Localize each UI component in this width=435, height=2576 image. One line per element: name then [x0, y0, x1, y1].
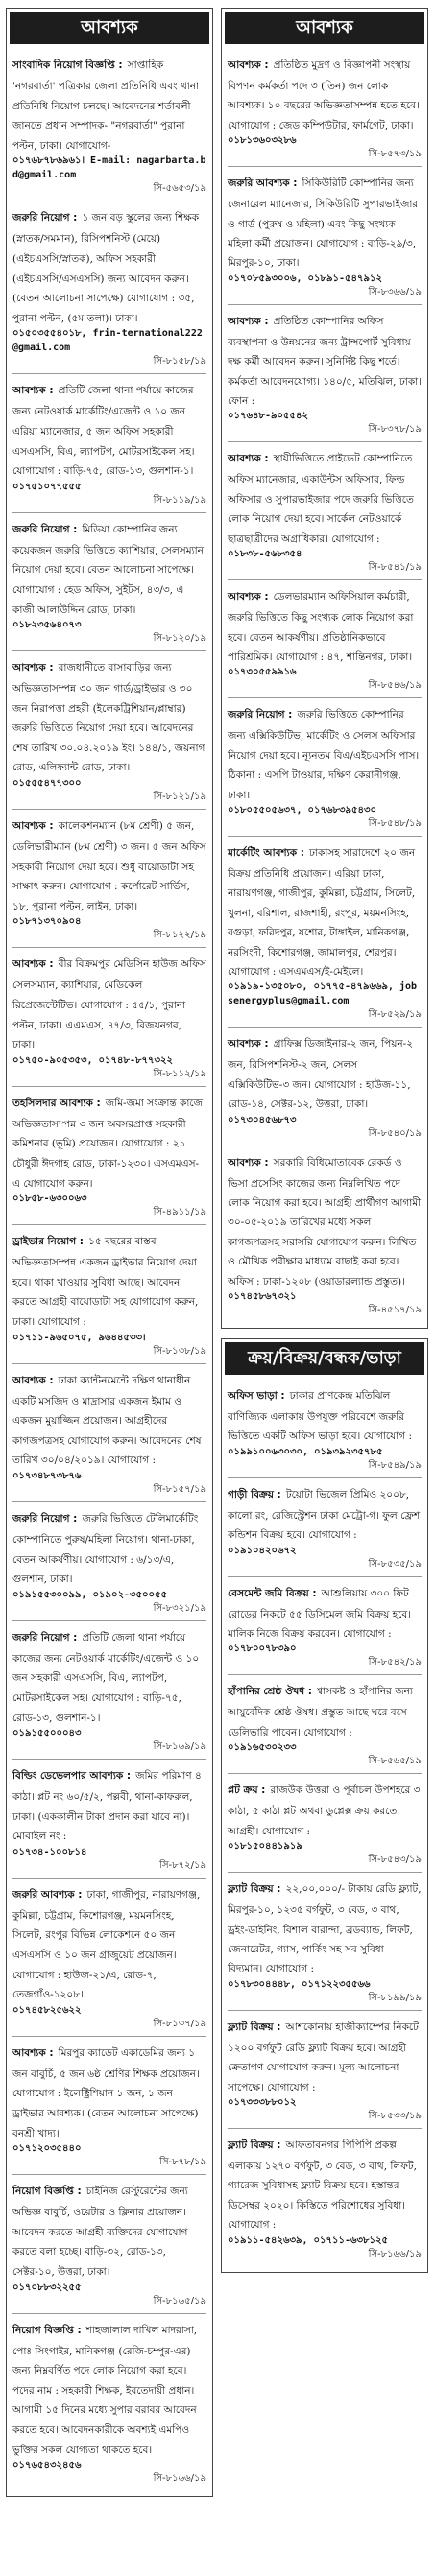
ad-contact: ০১৮১৩৬০৩২৮৬ [228, 135, 297, 147]
ad-text [12, 379, 206, 479]
ad-reference-code: সি-৮৫৩৩/১৯ [368, 2110, 422, 2121]
ad-reference-code: সি-৮৫৭৩/১৯ [368, 149, 422, 160]
ad-contact: ০১৫০৩৫৫৪০১৮, frin-ternational222@gmail.com [12, 328, 203, 354]
ad-body: জমির পরিমাণ ৪ কাঠা। প্লট নং ৬০/৫/২, পল্লবী, থানা-কাফরুল, ঢাকা। (এককালীন টাকা প্রদান করা যাবে না)। মোবাইল নং : [12, 1770, 202, 1843]
ad-title: আবশ্যক : [12, 1374, 54, 1386]
ad-title: ফ্ল্যাট বিক্রয় : [228, 1883, 281, 1896]
right-column [221, 8, 428, 2568]
ad-body: সরকারি বিধিমোতাবেক রেকর্ড ও ভিসা প্রসেসিং কাজের জন্য নিম্নলিখিত পদে লোক নিয়োগ করা হবে। আগ্রহী প্রার্থীগণ আগামী ৩০-০৫-২০১৯ তারিখের মধ্যে সকল কাগজপত্রসহ সরাসরি যোগাযোগ করুন। লিখিত ও মৌখিক পরীক্ষার মাধ্যমে বাছাই করা হবে। অফিস : ঢাকা-১২০৮ (ওয়াডারল্যান্ড প্রস্তুত)। [228, 1156, 422, 1288]
ad-text [228, 172, 422, 272]
right-classified-section [221, 8, 428, 1329]
ad-title: জরুরি আবশ্যক : [12, 1888, 83, 1901]
ad-reference-code: সি-৮৫৪৮/১৯ [368, 817, 422, 829]
ad-contact: ০১৭৩৩৩৮৮০১২ [228, 2096, 297, 2108]
ad-reference-code: সি-৮৫৪৯/১৯ [368, 1459, 422, 1471]
classified-ad [12, 1760, 206, 1879]
ad-title: জরুরি আবশ্যক : [228, 177, 298, 190]
classified-ad [12, 948, 206, 1086]
ad-body: সিকিউরিটি কোম্পানির জন্য জেনারেল ম্যানেজার, সিকিউরিটি সুপারভাইজার ও গার্ড (পুরুষ ও মহিলা) এবং কিছু সংখ্যক মহিলা কর্মী প্রয়োজন। যোগাযোগ : বাড়ি-২৯/৩, মিরপুর-১০, ঢাকা। [228, 177, 419, 270]
ad-contact: ০১৯১৯-১৩৫০৮০, ০১৭৭৫-৪৭৯৬৬৯, jobsenergyplus@gmail.com [228, 981, 418, 1007]
ad-title: নিয়োগ বিজ্ঞপ্তি : [12, 2186, 82, 2198]
ad-text [12, 2319, 206, 2459]
classified-ad [12, 1621, 206, 1760]
ad-body: প্রতিষ্ঠিত মুদ্রণ ও বিজ্ঞাপনী সংস্থায় বিপণন কর্মকর্তা পদে ৩ (তিন) জন লোক আবশ্যক। ১০ বছরের অভিজ্ঞতাসম্পন্ন হতে হবে। যোগাযোগ : জেড কম্পিউটার, ফার্মগেট, ঢাকা। [228, 59, 420, 131]
ad-reference-code: সি-৮১৬৫/১৯ [153, 2295, 206, 2306]
ad-title: আবশ্যক : [12, 820, 54, 833]
ad-contact: ০১৭০৮৮৩২২৫৫ [12, 2281, 82, 2293]
ad-title: আবশ্যক : [228, 1156, 269, 1169]
ad-title: আবশ্যক : [12, 662, 54, 674]
ad-contact: ০১৮১৫০৪৪১৯১৯ [228, 1841, 302, 1853]
ad-contact: ০১৭৪৫৮৬৭৩২১ [228, 1291, 297, 1303]
ad-contact: ০১৭৩০৫৫৯৯১৬ [228, 667, 297, 678]
ad-reference-code: সি-৮১২২/১৯ [153, 930, 206, 941]
ad-text [228, 310, 422, 410]
ad-reference-code: সি-৮৫৪০/১৯ [368, 1127, 422, 1139]
left-classified-section [6, 8, 213, 2497]
classified-ad [228, 837, 422, 1028]
ad-contact: ০১৭৬৫৪৩২৪৫৬ [12, 2460, 82, 2471]
ad-body: স্থায়ীভিত্তিতে প্রাইভেট কোম্পানিতে অফিস ম্যানেজার, একাউন্টস অফিসার, ফিল্ড অফিসার ও সুপারভাইজার পদে জরুরি ভিত্তিতে লোক নিয়োগ দেয়া হবে। সার্কেল নেটওয়ার্কে ছাত্রছাত্রীদের অগ্রাধিকার। যোগাযোগ : [228, 453, 414, 545]
ad-text [12, 54, 206, 154]
ad-body: ২২,০০,০০০/- টাকায় রেডি ফ্ল্যাট, মিরপুর-১০, ১২৩৫ বর্গফুট, ৩ বেড, ৩ বাথ, ড্রইং-ডাইনিং, বিশাল বারান্দা, ব্রডব্যান্ড, লিফট, জেনারেটর, গ্যাস, পার্কিং সহ সব সুবিধা বিদ্যমান। যোগাযোগ : [228, 1883, 422, 1975]
ad-reference-code: সি-৮১২১/১৯ [153, 792, 206, 803]
ad-text [12, 1626, 206, 1726]
classified-ad [12, 2037, 206, 2175]
ad-reference-code: সি-৮৫৪৩/১৯ [368, 1855, 422, 1866]
ad-title: ড্রাইভার নিয়োগ : [12, 1236, 84, 1248]
ad-body: প্রতিষ্ঠিত কোম্পানির অফিস ব্যবস্থাপনা ও উন্নয়নের জন্য ট্রান্সপোর্ট সুবিধায় দক্ষ কর্মী আবেদন করুন। সুনির্দিষ্ট কিছু শর্তে। কর্মকর্তা আবেদনযোগ্য। ১৪০/৫, মতিঝিল, ঢাকা। ফোন : [228, 315, 422, 408]
ad-contact: ০১৭৮৩০৪৪৪৮, ০১৭১২২৩৫৫৬৬ [228, 1978, 371, 1990]
ad-title: গাড়ী বিক্রয় : [228, 1488, 281, 1501]
section-header-buy-sell: ক্রয়/বিক্রয়/বন্ধক/ভাড়া [225, 1342, 424, 1375]
ad-contact: ০১৭৩৪৮৭৩৮৭৬ [12, 1470, 82, 1481]
ad-list [222, 47, 427, 1328]
ad-text [228, 841, 422, 980]
ad-contact: ০১৯১৬৫৩০২৩৩ [228, 1742, 297, 1754]
ad-text [12, 518, 206, 618]
ad-title: জরুরি নিয়োগ : [12, 523, 78, 535]
section-header-wanted: আবশ্যক [10, 12, 209, 44]
ad-body: মিডিয়া কোম্পানির জন্য কয়েকজন জরুরি ভিত্তিতে ক্যাশিয়ার, সেলসম্যান নিয়োগ দেয়া হবে। বেতন আলোচনা সাপেক্ষে। যোগাযোগ : হেড অফিস, সুইটস, ৪৩/৩, এ কাজী আলাউদ্দিন রোড, ঢাকা। [12, 523, 204, 616]
ad-reference-code: সি-৮৩২১/১৯ [153, 1602, 206, 1614]
ad-body: ঢাকা, গাজীপুর, নারায়ণগঞ্জ, কুমিল্লা, চট্টগ্রাম, কিশোরগঞ্জ, ময়মনসিংহ, সিলেট, রংপুর বিভিন্ন লোকেশনে ৫০ জন এসএসসি ও ১০ জন গ্রাজুয়েট প্রয়োজন। যোগাযোগ : হাউজ-২১/এ, রোড-৭, তেজগাঁও-১২০৮। [12, 1888, 201, 2001]
ad-contact: ০১৮৩৮-৫৬৮৩৫৪ [228, 549, 302, 560]
ad-contact: ০১৭৮০০৭৮৩৯০ [228, 1643, 297, 1655]
ad-title: হাঁপানির শ্রেষ্ঠ ঔষধ : [228, 1686, 312, 1698]
ad-text [12, 206, 206, 326]
ad-title: প্লট ক্রয় : [228, 1784, 266, 1797]
ad-text [12, 953, 206, 1052]
ad-title: জরুরি নিয়োগ : [12, 212, 78, 225]
ad-body: ডেলভারম্যান অফিসিয়াল কর্মচারী, জরুরি ভিত্তিতে কিছু সংখ্যক লোক নিয়োগ করা হবে। বেতন আকর্ষণীয়। প্রতিষ্ঠানিকভাবে পারিশ্রমিক। যোগাযোগ : ৪৭, শান্তিনগর, ঢাকা। [228, 591, 414, 663]
ad-reference-code: সি-৮১৩৭/১৯ [153, 2018, 206, 2029]
ad-body: ঢাকা ক্যান্টনমেন্টে দক্ষিণ থানাধীন একটি মসজিদ ও মাদ্রাসার একজন ইমাম ও একজন মুয়াজ্জিন প্রয়োজন। আগ্রহীদের কাগজপত্রসহ যোগাযোগ করুন। আবেদনের শেষ তারিখ ৩০/০৪/২০১৯। যোগাযোগ : [12, 1374, 202, 1467]
ad-body: প্রতিটি জেলা থানা পর্যায়ে কাজের জন্য নেটওয়ার্ক মার্কেটিং/এজেন্ট ও ১০ জন সহকারী এসএসসি, বিএ, ল্যাপটপ, মোটরসাইকেল সহ। যোগাযোগ : বাড়ি-৭৫, রোড-১৩, গুলশান-১। [12, 1631, 200, 1724]
ad-list [7, 47, 212, 2496]
classified-ad [228, 698, 422, 837]
classified-ad [12, 374, 206, 512]
ad-text [228, 1680, 422, 1740]
ad-reference-code: সি-৪৯১১/১৯ [153, 1207, 206, 1218]
ad-text [228, 1032, 422, 1112]
ad-body: ঢাকার প্রাণকেন্দ্র মতিঝিল বাণিজ্যিক এলাকায় উপযুক্ত পরিবেশে জরুরি ভিত্তিতে একটি অফিস ভাড়া হবে। যোগাযোগ : [228, 1390, 412, 1443]
ad-body: আশকোনায় হাজীক্যাম্পের নিকটে ১২০০ বর্গফুট রেডি ফ্ল্যাট বিক্রয় হবে। আগ্রহী ক্রেতাগণ যোগাযোগ করুন। মূল্য আলোচনা সাপেক্ষে। যোগাযোগ : [228, 2021, 419, 2093]
ad-contact: ০১৭১১-৯৬৫০৭৫, ৯৬৪৪৫৩৩। [12, 1332, 146, 1343]
ad-text [12, 656, 206, 776]
ad-title: বিল্ডিং ডেভেলপার আবশ্যক : [12, 1770, 132, 1783]
ad-list [222, 1378, 427, 2272]
ad-title: বেসমেন্ট জমি বিক্রয় : [228, 1587, 317, 1599]
classified-ad [228, 580, 422, 698]
ad-body: মিরপুর ক্যাডেট একাডেমির জন্য ১ জন বাবুর্চি, ৫ জন ৬ষ্ঠ শ্রেণির শিক্ষক প্রয়োজন। যোগাযোগ : ইলেক্ট্রিশিয়ান ১ জন, ১ জন ড্রাইভার আবশ্যক। (বেতন আলোচনা সাপেক্ষে) বনশ্রী খাদ্য। [12, 2046, 200, 2139]
classified-ad [12, 201, 206, 374]
ad-title: নিয়োগ বিজ্ঞপ্তি : [12, 2324, 82, 2336]
ad-contact: ০১৭৩০৪৫৬৮৭৩ [228, 1114, 297, 1125]
classified-ad [12, 651, 206, 810]
ad-reference-code: সি-৮১৫৮/১৯ [153, 356, 206, 367]
ad-text [228, 2134, 422, 2233]
classified-ad [228, 1028, 422, 1146]
ad-contact: ০১৯১১-৫৪২৬৩৯, ০১৭১১-৬৩৮১২৫ [228, 2234, 388, 2246]
classified-ad [12, 1364, 206, 1502]
ad-contact: ০১৯১৫৫৩০০৯৯, ০১৯০২-৩৫০০৫৫ [12, 1589, 167, 1600]
ad-body: রাজধানীতে বাসাবাড়ির জন্য অভিজ্ঞতাসম্পন্ন ৩০ জন গার্ড/ড্রাইভার ও ৩০ জন নিরাপত্তা প্রহরী (ইলেকট্রিশিয়ান/প্লাম্বার) জরুরি ভিত্তিতে নিয়োগ দেয়া হবে। আবেদনের শেষ তারিখ ৩০.০৪.২০১৯ ইং। ১৪৪/১, জয়নাগ রোড, এলিফ্যান্ট রোড, ঢাকা। [12, 662, 205, 774]
ad-reference-code: সি-৮৫২৯/১৯ [368, 1009, 422, 1021]
ad-reference-code: সি-৪৫১৭/১৯ [368, 1305, 422, 1316]
ad-contact: ০১৮৭১৩৭০৯০৪ [12, 916, 82, 928]
classified-ad [12, 49, 206, 201]
ad-body: কালেকশনম্যান (৮ম শ্রেণী) ৫ জন, ডেলিভারীম্যান (৮ম শ্রেণী) ৩ জন। ৫ জন অফিস সহকারী নিয়োগ দেয়া হবে। শুধু বায়োডাটা সহ সাক্ষাৎ করুন। যোগাযোগ : কর্পোরেট সার্ভিস, ১৮, পুরানা পল্টন, লাইন, ঢাকা। [12, 820, 206, 912]
ad-body: ১৫ বছরের বাস্তব অভিজ্ঞতাসম্পন্ন একজন ড্রাইভার নিয়োগ দেয়া হবে। থাকা খাওয়ার সুবিধা আছে। আবেদন করতে আগ্রহী বায়োডাটা সহ যোগাযোগ করুন, ঢাকা। যোগাযোগ : [12, 1236, 199, 1328]
ad-reference-code: সি-৮৫৪১/১৯ [368, 562, 422, 574]
classified-ad [228, 1577, 422, 1676]
classified-ad [228, 442, 422, 580]
ad-body: ঢাকাসহ সারাদেশে ২০ জন বিক্রয় প্রতিনিধি প্রয়োজন। এরিয়া ঢাকা, নারায়ণগঞ্জ, গাজীপুর, কুমিল্লা, চট্টগ্রাম, সিলেট, খুলনা, বরিশাল, রাজশাহী, রংপুর, ময়মনসিংহ, বগুড়া, ফরিদপুর, যশোর, টাঙ্গাইল, মানিকগঞ্জ, নরসিংদী, কিশোরগঞ্জ, জামালপুর, শেরপুর। যোগাযোগ : এসএমএস/ই-মেইলে। [228, 846, 416, 978]
ad-contact: ০১৯১০৪২০৬৭২ [228, 1545, 297, 1556]
ad-reference-code: সি-৮৫৬৫/১৯ [368, 1756, 422, 1767]
classified-ad [12, 2314, 206, 2492]
classified-ad [228, 2011, 422, 2129]
ad-reference-code: সি-৮৭২/১৯ [159, 1859, 206, 1871]
ad-text [12, 1764, 206, 1845]
ad-title: মার্কেটিং আবশ্যক : [228, 846, 304, 859]
ad-body: প্রতিটি জেলা থানা পর্যায়ে কাজের জন্য নেটওয়ার্ক মার্কেটিং/এজেন্ট ও ১০ জন এরিয়া ম্যানেজার, ৫ জন অফিস সহকারী এসএসসি, বিএ, ল্যাপটপ, মোটরসাইকেল সহ। যোগাযোগ : বাড়ি-৭৫, রোড-১৩, গুলশান-১। [12, 385, 195, 478]
ad-title: আবশ্যক : [12, 958, 54, 971]
ad-text [228, 2016, 422, 2095]
classified-ad [228, 1873, 422, 2011]
ad-contact: ০১৮২৩৫৬৪০৭৩ [12, 620, 82, 631]
ad-body: ১ জন বড় স্কুলের জন্য শিক্ষক (স্নাতক/সমমান), রিসিপশনিস্ট (মেয়ে) (এইচএসসি/স্নাতক), অফিস সহকারী (এইচএসসি/এসএসসি) জন্য আবেদন করুন। (বেতন আলোচনা সাপেক্ষে) যোগাযোগ : ৩৫, পুরানা পল্টন, (৫ম তলা)। ঢাকা। [12, 212, 200, 324]
ad-text [228, 703, 422, 803]
ad-body: সাপ্তাহিক 'নগরবার্তা' পত্রিকার জেলা প্রতিনিধি এবং থানা প্রতিনিধি নিয়োগ চলছে। আবেদনের শর্তাবলী জানতে প্রধান সম্পাদক- "নগরবার্তা" পুরানা পল্টন, ঢাকা। যোগাযোগ- [12, 59, 200, 152]
classified-ad [12, 810, 206, 948]
classified-ad [228, 167, 422, 305]
ad-body: জরুরি ভিত্তিতে কোম্পানির জন্য এক্সিকিউটিভ, মার্কেটিং ও সেলস অফিসার নিয়োগ দেয়া হবে। ন্যূনতম বিএ/এইচএসসি পাস। ঠিকানা : এসপি টাওয়ার, দক্ষিণ কেরানীগঞ্জ, ঢাকা। [228, 709, 420, 801]
ad-body: জমি-জমা সংক্রান্ত কাজে অভিজ্ঞতাসম্পন্ন ৩ জন অবসরপ্রাপ্ত সহকারী কমিশনার (ভূমি) প্রয়োজন। যোগাযোগ : ২১ চৌধুরী ঈদগাহ রোড, ঢাকা-১২৩০। এসএমএস-এ যোগাযোগ করুন। [12, 1097, 204, 1190]
ad-body: রাজউক উত্তরা ও পূর্বাচল উপশহরে ৩ কাঠা, ৫ কাঠা প্লট অথবা ডুপ্লেক্স ক্রয় করতে আগ্রহী। যোগাযোগ : [228, 1784, 421, 1837]
ad-text [12, 1092, 206, 1192]
ad-body: গ্রাফিক্স ডিজাইনার-২ জন, পিয়ন-২ জন, রিসিপশনিস্ট-২ জন, সেলস এক্সিকিউটিভ-৩ জন। যোগাযোগ : হাউজ-১১, রোড-১৪, সেক্টর-১২, উত্তরা, ঢাকা। [228, 1038, 414, 1111]
ad-text [228, 1878, 422, 1977]
ad-contact: ০১৭৬৮৭৮৬৯৬১। E-mail: nagarbarta.bd@gmail.com [12, 155, 206, 181]
classified-ad [12, 1225, 206, 1363]
ad-contact: ০১৭৪৫৮২৫৬২২ [12, 2004, 82, 2016]
ad-title: জরুরি নিয়োগ : [228, 709, 293, 721]
classified-ad [228, 1478, 422, 1577]
ad-title: জরুরি নিয়োগ : [12, 1512, 78, 1524]
ad-title: আবশ্যক : [228, 1038, 269, 1051]
ad-text [228, 1582, 422, 1642]
classified-ad [228, 1675, 422, 1774]
ad-reference-code: সি-৮৩৬৬/১৯ [368, 286, 422, 297]
ad-contact: ০১৫৫৫৪৭৭৩০০ [12, 778, 82, 790]
ad-reference-code: সি-৮১৬৬/১৯ [153, 2473, 206, 2485]
ad-contact: ০১৭৫০-৯০৫৩৫৩, ০১৭৪৮-৮৭৭৩২২ [12, 1054, 174, 1066]
ad-text [228, 1151, 422, 1289]
ad-contact: ০১৭৫১০৭৭৫৫৫ [12, 481, 82, 492]
ad-title: আবশ্যক : [12, 385, 54, 397]
ad-title: আবশ্যক : [228, 315, 269, 327]
ad-body: আফতাবনগর পিপিপি প্রকল্প এলাকায় ১২৭০ বর্গফুট, ৩ বেড, ৩ বাথ, লিফট, গ্যারেজ সুবিধাসহ ফ্ল্যাট বিক্রয় হবে। হস্তান্তর ডিসেম্বর ২০২০। কিস্তিতে পরিশোধের সুবিধা। যোগাযোগ : [228, 2139, 417, 2232]
ad-contact: ০১৯১৫৫০০০৪৩ [12, 1728, 82, 1739]
classified-ad [12, 1879, 206, 2037]
classified-ad [228, 49, 422, 167]
ad-title: আবশ্যক : [228, 591, 269, 603]
ad-text [12, 1230, 206, 1330]
left-column [6, 8, 213, 2568]
classified-ad [12, 513, 206, 651]
ad-reference-code: সি-৮১৩৮/১৯ [153, 1345, 206, 1357]
ad-contact: ০১৮৫৮-৬৩০০৬৩ [12, 1193, 87, 1205]
ad-contact: ০১৭১২০৩৫৪৪০ [12, 2143, 82, 2155]
ad-title: তহসিলদার আবশ্যক : [12, 1097, 101, 1109]
classified-ad [228, 2129, 422, 2266]
ad-reference-code: সি-৮৩৭৮/১৯ [368, 424, 422, 436]
ad-title: অফিস ভাড়া : [228, 1390, 285, 1403]
ad-text [228, 1779, 422, 1839]
ad-text [228, 585, 422, 665]
classified-ad [228, 1380, 422, 1478]
ad-body: চাইনিজ রেস্টুরেন্টের জন্য অভিজ্ঞ বাবুর্চি, ওয়েটার ও ক্লিনার প্রয়োজন। আবেদন করতে আগ্রহী ব্যক্তিদের যোগাযোগ করতে বলা হচ্ছে। বাড়ি-৩২, রোড-১৩, সেক্টর-১০, উত্তরা, ঢাকা। [12, 2186, 188, 2278]
ad-title: ফ্ল্যাট বিক্রয় : [228, 2139, 281, 2151]
ad-reference-code: সি-৮১৯৯/১৯ [368, 1992, 422, 2003]
ad-text [12, 1507, 206, 1588]
ad-text [12, 2042, 206, 2141]
ad-reference-code: সি-৮৭৮/১৯ [159, 2157, 206, 2168]
ad-title: আবশ্যক : [12, 2046, 54, 2059]
ad-body: আশুলিয়ায় ৩০০ ফিট রোডের নিকটে ৫৫ ডিসিমেল জমি বিক্রয় হবে। মালিক নিজে বিক্রয় করবেন। যোগাযোগ : [228, 1587, 411, 1641]
ad-text [12, 1369, 206, 1469]
classified-ad [228, 305, 422, 443]
ad-body: জরুরি ভিত্তিতে টেলিমার্কেটিং কোম্পানিতে পুরুষ/মহিলা নিয়োগ। থানা-ঢাকা, বেতন আকর্ষণীয়। যোগাযোগ : ৬/১৩/এ, গুলশান, ঢাকা। [12, 1512, 199, 1586]
ad-reference-code: সি-৮৫৪৬/১৯ [368, 680, 422, 692]
ad-reference-code: সি-৮১৫৭/১৯ [153, 1483, 206, 1495]
ad-reference-code: সি-৮১২০/১৯ [153, 633, 206, 645]
ad-text [12, 2180, 206, 2280]
ad-contact: ০১৭৩৪-১০০৮১৪ [12, 1846, 87, 1857]
classified-ad [12, 2175, 206, 2313]
ad-text [228, 1483, 422, 1544]
ad-title: আবশ্যক : [228, 453, 269, 465]
ad-title: জরুরি নিয়োগ : [12, 1631, 78, 1643]
ad-body: টয়োটা ভিজেল প্রিমিও ২০০৮, কালো রং, রেজিস্ট্রেশন ঢাকা মেট্রো-গ। ফুল ফ্রেশ কন্ডিশন বিক্রয় হবে। যোগাযোগ : [228, 1488, 421, 1542]
classified-ad [228, 1774, 422, 1873]
ad-contact: ০১৯৯১০০৬৩০৩০, ০১৯৩৯২৩৫৭৮৫ [228, 1446, 383, 1457]
classified-ad [12, 1502, 206, 1621]
ad-contact: ০১৮০৫৫০৫৬৩৭, ০১৭৬৮৩৯৫৪৩০ [228, 804, 376, 815]
ad-body: শ্বাসকষ্ট ও হাঁপানির জন্য আয়ুর্বেদিক শ্রেষ্ঠ ঔষধ। প্রস্তুত আছে ঘরে বসে ডেলিভারি পাবেন। যোগাযোগ : [228, 1686, 413, 1738]
ad-reference-code: সি-৫৬৫৩/১৯ [153, 183, 206, 195]
ad-contact: ০১৭০৮৫৯৩০০৬, ০১৮৯১-৫৪৭৯১২ [228, 272, 382, 284]
ad-text [12, 1883, 206, 2003]
ad-reference-code: সি-৮৫৪২/১৯ [368, 1657, 422, 1668]
ad-title: সাংবাদিক নিয়োগ বিজ্ঞপ্তি : [12, 59, 123, 71]
ad-text [228, 1384, 422, 1445]
ad-body: বীর বিক্রমপুর মেডিসিন হাউজ অফিস সেলসম্যান, ক্যাশিয়ার, মেডিকেল রিপ্রেজেন্টেটিভ। যোগাযোগ : ৫৫/১, পুরানা পল্টন, ঢাকা। এএমএস, ৪৭/৩, বিজয়নগর, ঢাকা। [12, 958, 206, 1052]
ad-reference-code: সি-৮১৬৬/১৯ [368, 2248, 422, 2259]
ad-text [12, 815, 206, 914]
classified-ad [228, 1146, 422, 1322]
ad-reference-code: সি-৮১৬৯/১৯ [153, 1741, 206, 1753]
ad-text [228, 54, 422, 133]
ad-reference-code: সি-৮১১৯/১৯ [153, 494, 206, 506]
ad-title: আবশ্যক : [228, 59, 269, 71]
ad-title: ফ্ল্যাট বিক্রয় : [228, 2021, 281, 2033]
section-header-wanted-right: আবশ্যক [225, 12, 424, 44]
buy-sell-section [221, 1338, 428, 2273]
ad-reference-code: সি-৮১১২/১৯ [153, 1068, 206, 1079]
ad-text [228, 447, 422, 547]
ad-body: শাহজালাল দাখিল মাদরাসা, পোঃ সিংগাইর, মানিকগঞ্জ (রেজি-চম্পুর-এর) জন্য নিম্নবর্ণিত পদে লোক নিয়োগ করা হবে। পদের নাম : সহকারী শিক্ষক, ইবতেদায়ী প্রধান। আগামী ১৫ দিনের মধ্যে সুপার বরাবর আবেদন করতে হবে। আবেদনকারীকে অবশ্যই এমপিও ভুক্তির সকল যোগ্যতা থাকতে হবে। [12, 2324, 198, 2456]
ad-reference-code: সি-৮৫৩৫/১৯ [368, 1558, 422, 1570]
ad-contact: ০১৭৬৪৮-৯০৫৫৪২ [228, 411, 308, 422]
classified-ad [12, 1087, 206, 1225]
